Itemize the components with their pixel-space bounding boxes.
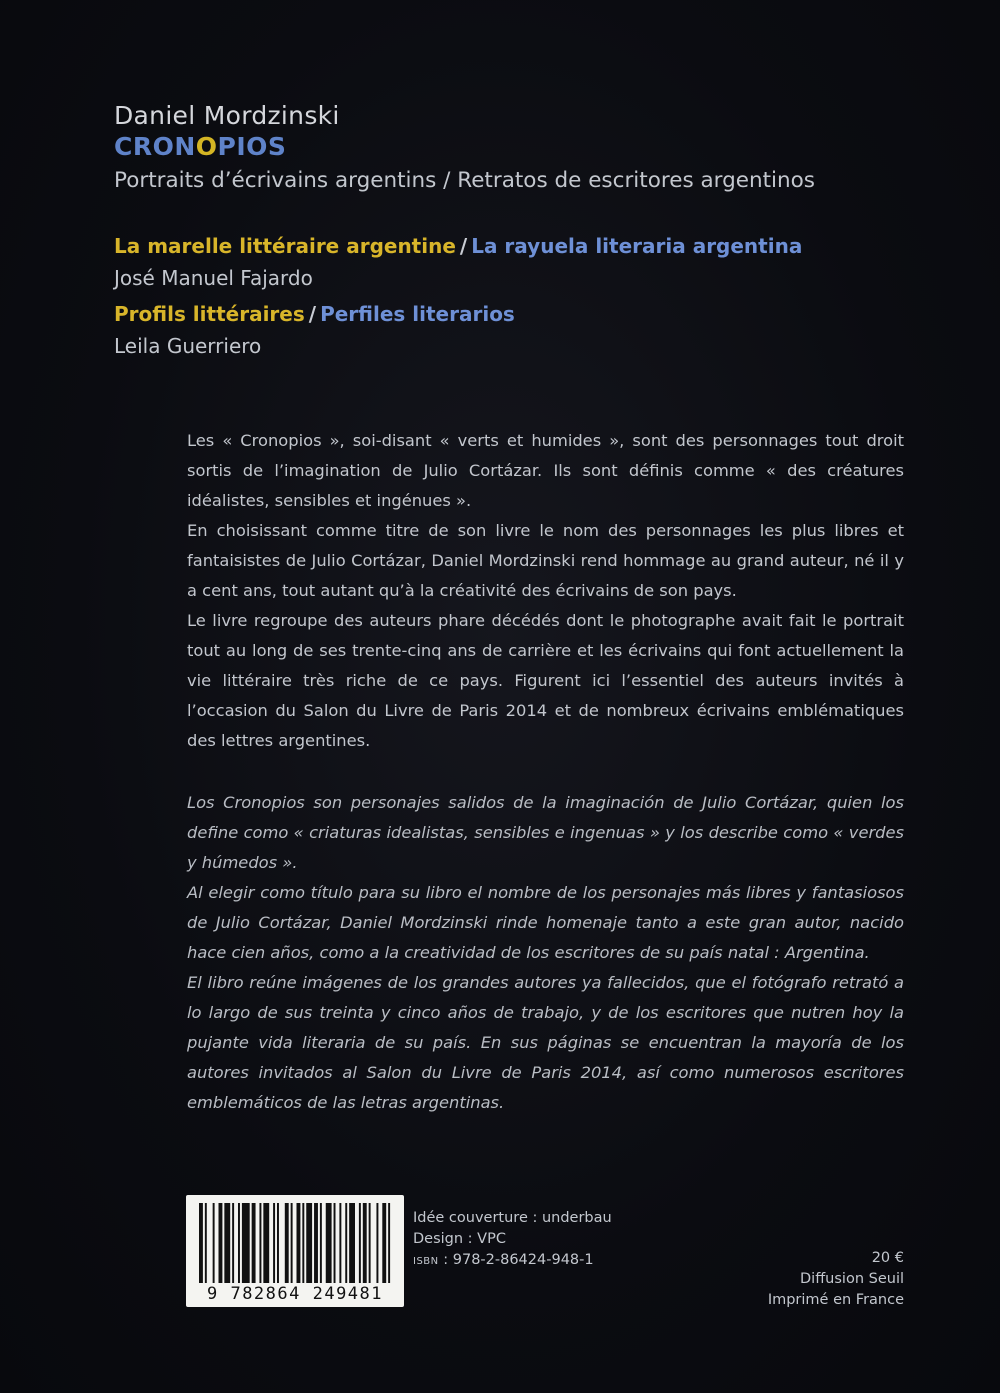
paragraph: Les « Cronopios », soi-disant « verts et humides », sont des personnages tout droit sortis de l’imagination de Julio Cortázar. Ils sont définis comme « des créatures idéalistes, sensibles et ingénues ». [187,431,904,510]
paragraph: El libro reúne imágenes de los grandes autores ya fallecidos, que el fotógrafo retrató a lo largo de sus treinta y cinco años de trabajo, y de los escritores que nutren hoy la pujante vida literaria de su país. En sus páginas se encuentran la mayoría de los autores invitados al Salon du Livre de Paris 2014, así como numerosos escritores emblemáticos de las letras argentinas. [187,973,904,1112]
barcode-stripe [199,1203,203,1283]
essay-title-1 [114,229,802,263]
paragraph: Al elegir como título para su libro el nombre de los personajes más libres y fantasiosos de Julio Cortázar, Daniel Mordzinski rinde homenaje tanto a este gran autor, nacido hace cien años, como a la creatividad de los escritores de su país natal : Argentina. [187,883,904,962]
barcode-stripe [205,1203,207,1283]
price: 20 € [871,1250,904,1266]
distributor: Diffusion Seuil [800,1271,904,1287]
barcode-stripe [339,1203,341,1283]
barcode-stripe [349,1203,355,1283]
author-name: Daniel Mordzinski [114,101,340,130]
paragraph: Le livre regroupe des auteurs phare décédés dont le photographe avait fait le portrait tout au long de ses trente-cinq ans de carrière et les écrivains qui font actuellement la vie littéraire très riche de ce pays. Figurent ici l’essentiel des auteurs invités à l’occasion du Salon du Livre de Paris 2014 et de nombreux écrivains emblématiques des lettres argentines. [187,611,904,750]
title-separator: / [308,302,317,326]
isbn-value: : 978-2-86424-948-1 [438,1252,594,1268]
barcode-stripe [334,1203,336,1283]
barcode-stripe [306,1203,312,1283]
header [114,101,815,197]
barcode-stripe [363,1203,367,1283]
cover-credit: Idée couverture : underbau [413,1210,612,1226]
barcode-stripe [263,1203,269,1283]
isbn [413,1250,612,1272]
barcode-stripe [252,1203,256,1283]
barcode-stripe [238,1203,240,1283]
barcode-stripe [285,1203,289,1283]
french-blurb [187,426,904,756]
barcode-stripe [291,1203,293,1283]
barcode-stripe [388,1203,390,1283]
barcode-stripe [359,1203,361,1283]
barcode-stripe [320,1203,322,1283]
essay-title-spanish: Perfiles literarios [320,302,515,326]
essay-title-french: La marelle littéraire argentine [114,234,456,258]
barcode-stripe [326,1203,332,1283]
barcode-stripe [224,1203,230,1283]
barcode-stripe [273,1203,275,1283]
title-part-3: PIOS [217,132,287,161]
essay-title-spanish: La rayuela literaria argentina [471,234,803,258]
design-credit: Design : VPC [413,1231,506,1247]
barcode-stripe [259,1203,261,1283]
paragraph: Los Cronopios son personajes salidos de la imaginación de Julio Cortázar, quien los define como « criaturas idealistas, sensibles e ingenuas » y los describe como « verdes y húmedos ». [187,793,904,872]
barcode-stripe [345,1203,347,1283]
barcode-stripe [297,1203,301,1283]
contributors [114,229,802,365]
paragraph: En choisissant comme titre de son livre le nom des personnages les plus libres et fantaisistes de Julio Cortázar, Daniel Mordzinski rend hommage au grand auteur, né il y a cent ans, tout autant qu’à la créativité des écrivains de son pays. [187,521,904,600]
colophon [413,1208,612,1272]
printed-in: Imprimé en France [767,1292,904,1308]
essay-author: José Manuel Fajardo [114,266,313,290]
barcode-stripe [232,1203,234,1283]
barcode-stripe [242,1203,250,1283]
barcode-stripe [376,1203,378,1283]
barcode-stripe [277,1203,279,1283]
book-subtitle: Portraits d’écrivains argentins / Retratos de escritores argentinos [114,168,816,193]
book-title [114,131,815,163]
essay-title-french: Profils littéraires [114,302,305,326]
essay-author: Leila Guerriero [114,334,262,358]
title-part-2: O [195,132,218,161]
spanish-blurb [187,788,904,1118]
barcode-stripe [219,1203,223,1283]
essay-title-2 [114,297,802,331]
title-separator: / [459,234,468,258]
barcode-stripe [213,1203,215,1283]
barcode [186,1195,404,1307]
barcode-stripe [382,1203,386,1283]
barcode-stripe [314,1203,318,1283]
title-part-1: CRON [114,132,196,161]
barcode-number: 9 782864 249481 [206,1284,384,1304]
publisher-info [768,1248,904,1311]
isbn-label: ISBN [413,1256,439,1267]
barcode-stripe [369,1203,371,1283]
barcode-stripe [302,1203,304,1283]
